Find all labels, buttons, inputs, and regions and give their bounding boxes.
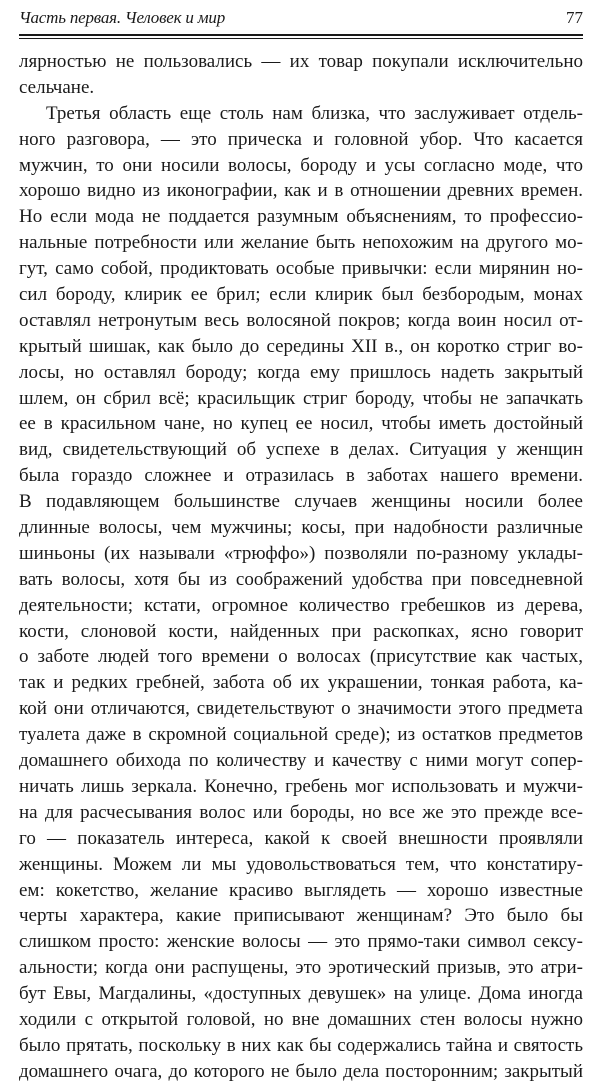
text-line: нальные потребности или желание быть непохожим на другого мо- [19, 232, 583, 254]
text-line: на для расчесывания волос или бороды, но все же это прежде все- [19, 801, 583, 823]
text-line: го — показатель интереса, какой к своей внешности проявляли [19, 827, 583, 849]
running-title: Часть первая. Человек и мир [19, 8, 226, 27]
text-line: сельчане. [19, 76, 95, 98]
header-rule-thin [19, 38, 583, 39]
text-line: было прятать, поскольку в них как бы содержались тайна и святость [19, 1034, 583, 1056]
text-line: лосы, но оставлял бороду; когда ему пришлось надеть закрытый [19, 361, 583, 383]
text-line: была гораздо сложнее и отразилась в заботах нашего времени. [19, 465, 583, 487]
text-line: черты характера, какие приписывают женщинам? Это было бы [19, 905, 583, 927]
text-line: вать волосы, хотя бы из соображений удобства при повседневной [19, 568, 583, 590]
text-line: ничать лишь зеркала. Конечно, гребень мог использовать и мужчи- [19, 775, 583, 797]
text-line: домашнего очага, до которого не было дела посторонним; закрытый [19, 1060, 583, 1082]
text-line: ходили с открытой головой, но вне домашних стен волосы нужно [19, 1008, 583, 1030]
page-number: 77 [566, 8, 583, 27]
text-line: так и редких гребней, забота об их украшении, тонкая работа, ка- [19, 672, 583, 694]
text-line: хорошо видно из иконографии, как и в отношении древних времен. [19, 180, 583, 202]
text-line: шиньоны (их называли «трюффо») позволяли по-разному уклады- [19, 542, 583, 564]
paragraph-continuation [19, 49, 583, 101]
text-line: туалета даже в скромной социальной среде); из остатков предметов [19, 724, 583, 746]
book-page [19, 6, 583, 1085]
text-line: гут, само собой, продиктовать особые привычки: если мирянин но- [19, 258, 583, 280]
text-line: ем: кокетство, желание красиво выглядеть — хорошо известные [19, 879, 583, 901]
text-line: сил бороду, клирик ее брил; если клирик был безбородым, монах [19, 284, 583, 306]
text-line: женщины. Можем ли мы удовольствоваться тем, что констатиру- [19, 853, 583, 875]
text-line: лярностью не пользовались — их товар покупали исключительно [19, 51, 583, 72]
text-line: В подавляющем большинстве случаев женщины носили более [19, 491, 583, 513]
text-line: мужчин, то они носили волосы, бороду и усы согласно моде, что [19, 154, 583, 176]
text-line: Третья область еще столь нам близка, что заслуживает отдель- [46, 102, 583, 124]
text-line: о заботе людей того времени о волосах (присутствие как частых, [19, 646, 583, 668]
body-text [19, 49, 583, 1085]
text-line: Но если мода не поддается разумным объяснениям, то профессио- [19, 206, 583, 228]
text-line: альности; когда они распущены, это эротический призыв, это атри- [19, 957, 583, 979]
text-line: ного разговора, — это прическа и головной убор. Что касается [19, 128, 583, 150]
text-line: крытый шишак, как было до середины XII в., он коротко стриг во- [19, 335, 583, 357]
text-line: слишком просто: женские волосы — это прямо-таки символ сексу- [19, 931, 583, 953]
text-line: деятельности; кстати, огромное количество гребешков из дерева, [19, 594, 583, 616]
text-line: бут Евы, Магдалины, «доступных девушек» на улице. Дома иногда [19, 983, 583, 1005]
text-line: длинные волосы, чем мужчины; косы, при надобности различные [19, 517, 583, 539]
running-header [19, 6, 583, 28]
text-line: домашнего обихода по количеству и качеству с ними могут сопер- [19, 750, 583, 772]
text-line: кости, слоновой кости, найденных при раскопках, ясно говорит [19, 620, 583, 642]
paragraph-hair-headwear [19, 101, 583, 1085]
text-line: вид, свидетельствующий об успехе в делах. Ситуация у женщин [19, 439, 583, 461]
header-rule [19, 34, 583, 36]
text-line: кой они отличаются, свидетельствуют о значимости этого предмета [19, 698, 583, 720]
text-line: шлем, он сбрил всё; красильщик стриг бороду, чтобы не запачкать [19, 387, 583, 409]
text-line: оставлял нетронутым весь волосяной покров; когда воин носил от- [19, 309, 583, 331]
text-line: ее в красильном чане, но купец ее носил, чтобы иметь достойный [19, 413, 583, 435]
